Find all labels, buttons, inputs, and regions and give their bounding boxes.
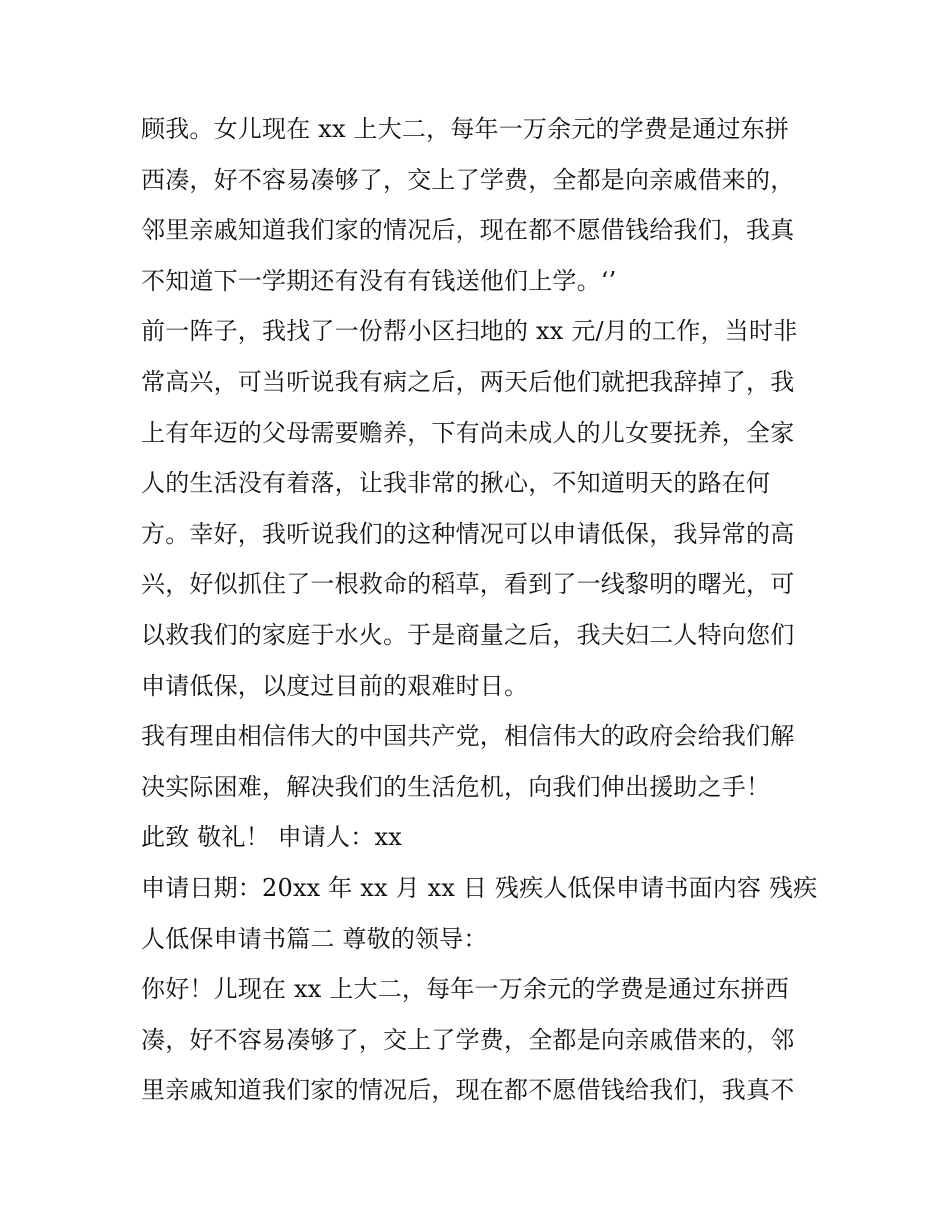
text-line: 兴，好似抓住了一根救命的稻草，看到了一线黎明的曙光，可 <box>141 570 795 599</box>
text-line: 顾我。女儿现在 xx 上大二，每年一万余元的学费是通过东拼 <box>141 115 790 143</box>
text-line: 不知道下一学期还有没有有钱送他们上学。‘’ <box>141 266 617 295</box>
text-line: 西凑，好不容易凑够了，交上了学费，全都是向亲戚借来的， <box>141 165 795 194</box>
text-line: 邻里亲戚知道我们家的情况后，现在都不愿借钱给我们，我真 <box>141 216 795 245</box>
text-line: 你好！儿现在 xx 上大二，每年一万余元的学费是通过东拼西 <box>141 975 790 1004</box>
text-line: 凑，好不容易凑够了，交上了学费，全都是向亲戚借来的，邻 <box>141 1025 795 1054</box>
text-line: 申请低保，以度过目前的艰难时日。 <box>141 671 529 700</box>
text-line: 方。幸好，我听说我们的这种情况可以申请低保，我异常的高 <box>141 519 795 548</box>
text-line: 常高兴，可当听说我有病之后，两天后他们就把我辞掉了，我 <box>141 367 795 396</box>
text-line: 此致 敬礼！ 申请人：xx <box>141 823 402 852</box>
text-line: 人低保申请书篇二 尊敬的领导： <box>141 924 488 953</box>
text-line: 决实际困难，解决我们的生活危机，向我们伸出援助之手！ <box>141 772 771 801</box>
text-line: 前一阵子，我找了一份帮小区扫地的 xx 元/月的工作，当时非 <box>141 317 798 346</box>
document-body <box>141 104 821 1116</box>
text-line: 里亲戚知道我们家的情况后，现在都不愿借钱给我们，我真不 <box>141 1076 795 1105</box>
text-line: 上有年迈的父母需要赡养，下有尚未成人的儿女要抚养，全家 <box>141 418 795 447</box>
text-line: 人的生活没有着落，让我非常的揪心，不知道明天的路在何 <box>141 469 771 498</box>
text-line: 我有理由相信伟大的中国共产党，相信伟大的政府会给我们解 <box>141 722 795 751</box>
text-line: 申请日期：20xx 年 xx 月 xx 日 残疾人低保申请书面内容 残疾 <box>141 873 818 902</box>
text-line: 以救我们的家庭于水火。于是商量之后，我夫妇二人特向您们 <box>141 620 795 649</box>
